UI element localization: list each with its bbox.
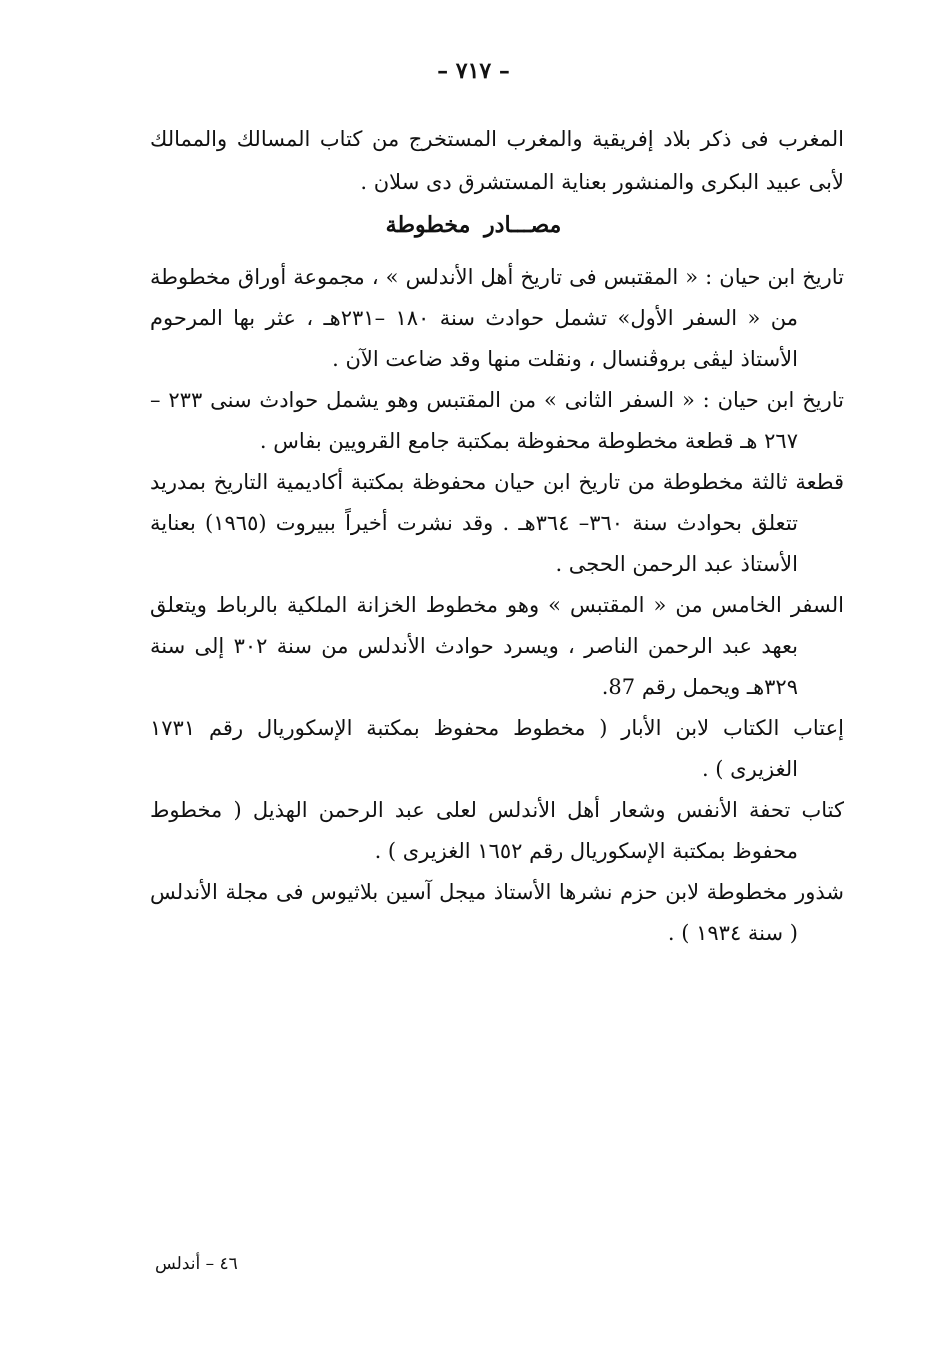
source-entry: إعتاب الكتاب لابن الأبار ( مخطوط محفوظ بمكتبة الإسكوريال رقم ١٧٣١ الغزيرى ) . — [150, 716, 844, 781]
source-entry: قطعة ثالثة مخطوطة من تاريخ ابن حيان محفوظة بمكتبة أكاديمية التاريخ بمدريد تتعلق بحوادث سنة ٣٦٠– ٣٦٤هـ . وقد نشرت أخيراً ببيروت (١٩٦٥) بعناية الأستاذ عبد الرحمن الحجى . — [150, 470, 844, 576]
page-number: – ٧١٧ – — [437, 58, 510, 84]
source-entry: شذور مخطوطة لابن حزم نشرها الأستاذ ميجل آسين بلاثيوس فى مجلة الأندلس ( سنة ١٩٣٤ ) . — [150, 880, 844, 945]
intro-paragraph: المغرب فى ذكر بلاد إفريقية والمغرب المستخرج من كتاب المسالك والممالك لأبى عبيد البكرى والمنشور بعناية المستشرق دى سلان . — [150, 127, 844, 194]
source-entry: كتاب تحفة الأنفس وشعار أهل الأندلس لعلى عبد الرحمن الهذيل ( مخطوط محفوظ بمكتبة الإسكوريال رقم ١٦٥٢ الغزيرى ) . — [150, 798, 844, 863]
footer-signature: ٤٦ – أندلس — [155, 1254, 238, 1274]
source-entry: السفر الخامس من « المقتبس » وهو مخطوط الخزانة الملكية بالرباط ويتعلق بعهد عبد الرحمن الناصر ، ويسرد حوادث الأندلس من سنة ٣٠٢ إلى سنة ٣٢٩هـ ويحمل رقم 87. — [150, 593, 844, 699]
section-heading: مصـــادر مخطوطة — [385, 212, 562, 238]
source-entry: تاريخ ابن حيان : « المقتبس فى تاريخ أهل الأندلس » ، مجموعة أوراق مخطوطة من « السفر الأول» تشمل حوادث سنة ١٨٠ –٢٣١هـ ، عثر بها المرحوم الأستاذ ليڤى بروڤنسال ، ونقلت منها وقد ضاعت الآن . — [150, 265, 844, 371]
sources-list — [150, 257, 844, 954]
source-entry: تاريخ ابن حيان : « السفر الثانى » من المقتبس وهو يشمل حوادث سنى ٢٣٣ – ٢٦٧ هـ قطعة مخطوطة محفوظة بمكتبة جامع القرويين بفاس . — [150, 388, 844, 453]
